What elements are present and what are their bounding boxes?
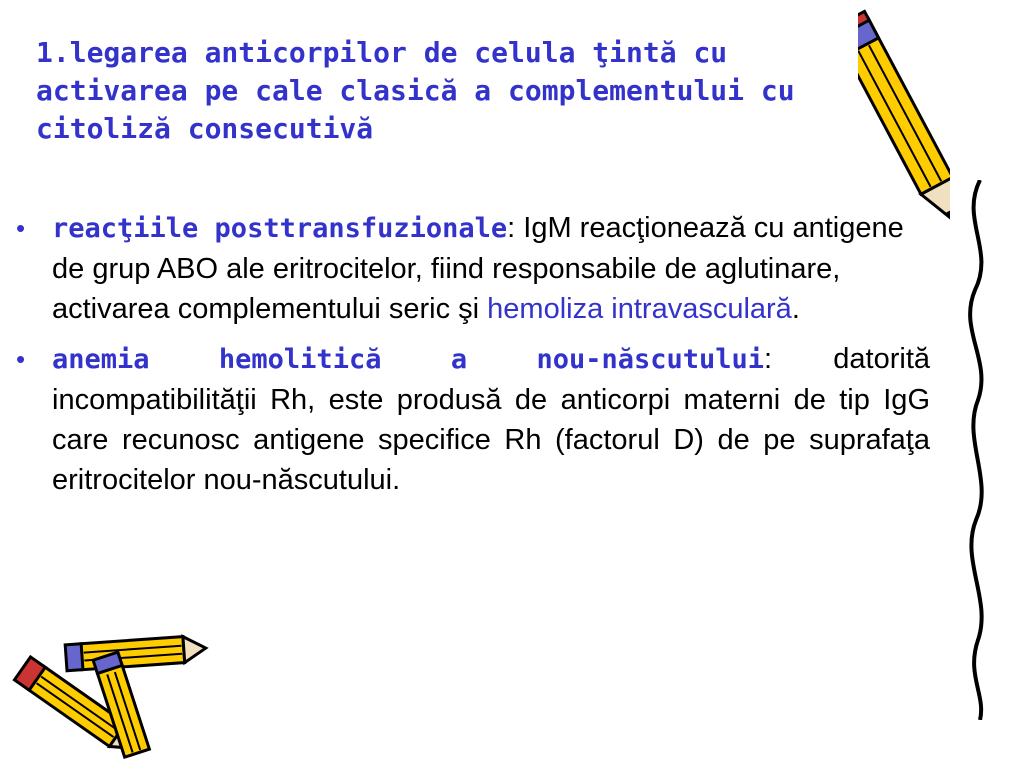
squiggle-line bbox=[950, 180, 1010, 720]
bullet-keyword: anemia hemolitică a nou-născutului bbox=[52, 344, 765, 375]
bullet-text-end: . bbox=[791, 293, 800, 325]
bullet-item bbox=[12, 339, 930, 500]
pencil-icon bbox=[80, 640, 160, 768]
bullet-marker: • bbox=[16, 344, 26, 374]
bullet-keyword: reacţiile posttransfuzionale bbox=[52, 213, 508, 244]
bullet-text: : IgM reacţionează cu antigene de grup ABO ale eritrocitelor, fiind responsabile de aglutinare, activarea complementului seric şi bbox=[52, 212, 904, 325]
bullet-item bbox=[12, 208, 930, 329]
bullet-text: : datorită incompatibilităţii Rh, este produsă de anticorpi materni de tip IgG care recunosc antigene specifice Rh (factorul D) de pe suprafaţa eritrocitelor nou-născutului. bbox=[52, 343, 931, 496]
bullet-list bbox=[12, 208, 930, 510]
bullet-highlight: hemoliza intravasculară bbox=[487, 293, 792, 325]
slide-title: 1.legarea anticorpilor de celula ţintă cu activarea pe cale clasică a complementului cu citoliză consecutivă bbox=[36, 36, 795, 145]
pencil-icon bbox=[858, 4, 950, 244]
bullet-marker: • bbox=[16, 213, 26, 243]
